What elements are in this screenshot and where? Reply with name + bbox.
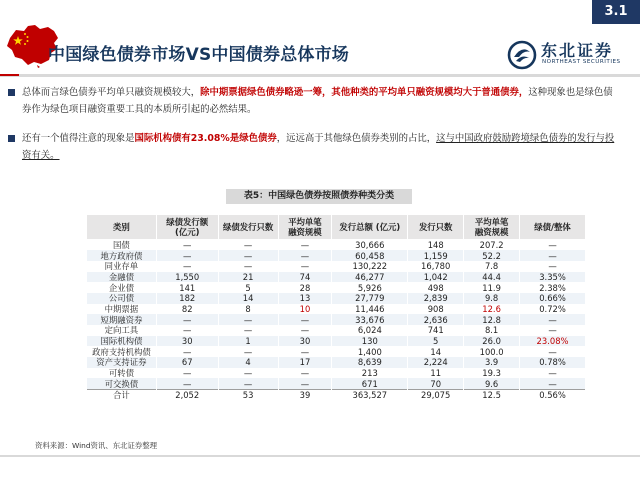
table-cell: 11 [408,368,464,379]
table-cell: 498 [408,282,464,293]
table-cell: 70 [408,378,464,389]
table-cell: 67 [156,357,218,368]
table-cell: 207.2 [464,240,520,251]
table-cell: 2,052 [156,389,218,400]
bottom-divider [0,455,640,457]
table-cell: — [156,378,218,389]
row-category-cell: 可转债 [87,368,157,379]
bullet-paragraph-2 [22,130,622,164]
table-row [87,293,586,304]
table-cell: 30,666 [332,240,408,251]
table-cell: 8,639 [332,357,408,368]
table-cell: — [278,261,332,272]
table-cell: — [218,325,278,336]
table-cell: — [278,314,332,325]
column-header: 类别 [87,215,157,240]
column-header: 发行只数 [408,215,464,240]
table-cell: 908 [408,304,464,315]
company-logo [507,38,635,72]
table-cell: 11.9 [464,282,520,293]
row-category-cell: 政府支持机构债 [87,346,157,357]
table-cell: 29,075 [408,389,464,400]
table-row [87,250,586,261]
table-cell: 28 [278,282,332,293]
column-header: 绿债发行额 (亿元) [156,215,218,240]
table-cell: 1,042 [408,272,464,283]
table-cell: 130 [332,336,408,347]
table-cell: 4 [218,357,278,368]
table-caption: 表5：中国绿色债券按照债券种类分类 [226,189,412,204]
table-row [87,357,586,368]
table-row [87,261,586,272]
table-cell: 671 [332,378,408,389]
row-category-cell: 国际机构债 [87,336,157,347]
table-cell: — [520,240,586,251]
table-cell: 0.72% [520,304,586,315]
table-cell: — [156,368,218,379]
table-cell: — [520,346,586,357]
column-header: 发行总额 (亿元) [332,215,408,240]
table-row [87,304,586,315]
table-cell: 213 [332,368,408,379]
table-cell: 74 [278,272,332,283]
table-cell: 5 [218,282,278,293]
row-category-cell: 资产支持证券 [87,357,157,368]
table-cell: 3.35% [520,272,586,283]
table-cell: 30 [278,336,332,347]
table-row [87,314,586,325]
table-cell: 5,926 [332,282,408,293]
section-number-badge: 3.1 [592,0,640,24]
table-cell: 130,222 [332,261,408,272]
table-row [87,378,586,389]
northeast-securities-logo-icon [507,40,537,70]
column-header: 平均单笔 融资规模 [464,215,520,240]
table-cell: 1,159 [408,250,464,261]
table-cell: 6,024 [332,325,408,336]
table-cell: — [218,378,278,389]
row-category-cell: 地方政府债 [87,250,157,261]
table-cell: 12.6 [464,304,520,315]
row-category-cell: 金融债 [87,272,157,283]
table-cell: 7.8 [464,261,520,272]
table-cell: — [278,346,332,357]
table-cell: 182 [156,293,218,304]
table-cell: 148 [408,240,464,251]
table-cell: — [520,250,586,261]
table-cell: — [156,325,218,336]
row-category-cell: 公司债 [87,293,157,304]
table-cell: 741 [408,325,464,336]
table-cell: 46,277 [332,272,408,283]
table-total-row [87,389,586,400]
bullet-text-segment: 还有一个值得注意的现象是 [22,133,135,144]
table-cell: — [278,325,332,336]
table-row [87,336,586,347]
table-cell: 9.6 [464,378,520,389]
table-cell: 2.38% [520,282,586,293]
table-cell: — [156,261,218,272]
table-cell: — [218,250,278,261]
table-cell: 1 [218,336,278,347]
table-cell: 52.2 [464,250,520,261]
table-cell: 9.8 [464,293,520,304]
table-cell: 39 [278,389,332,400]
table-cell: 19.3 [464,368,520,379]
table-cell: 8 [218,304,278,315]
title-divider [0,74,640,77]
table-cell: — [278,378,332,389]
table-cell: 2,224 [408,357,464,368]
logo-chinese-name: 东北证券 [541,41,614,60]
bullet-text-segment: ，远远高于其他绿色债券类别的占比， [276,133,437,144]
table-cell: 17 [278,357,332,368]
bullet-text-segment: 国际机构债有23.08%是绿色债券 [134,133,277,144]
table-cell: 10 [278,304,332,315]
table-cell: — [520,378,586,389]
row-category-cell: 同业存单 [87,261,157,272]
table-row [87,368,586,379]
table-cell: 8.1 [464,325,520,336]
table-cell: 30 [156,336,218,347]
column-header: 绿债发行只数 [218,215,278,240]
bond-category-table [86,214,586,400]
row-category-cell: 合计 [87,389,157,400]
column-header: 平均单笔 融资规模 [278,215,332,240]
square-bullet-icon [8,89,15,96]
table-cell: 2,839 [408,293,464,304]
table-cell: 27,779 [332,293,408,304]
table-cell: 44.4 [464,272,520,283]
column-header: 绿债/整体 [520,215,586,240]
table-cell: 2,636 [408,314,464,325]
page-title: 中国绿色债券市场VS中国债券总体市场 [48,45,349,65]
row-category-cell: 短期融资券 [87,314,157,325]
table-cell: — [278,240,332,251]
table-cell: — [520,368,586,379]
table-cell: 13 [278,293,332,304]
table-row [87,282,586,293]
table-cell: 26.0 [464,336,520,347]
row-category-cell: 国债 [87,240,157,251]
table-cell: 21 [218,272,278,283]
table-cell: — [156,314,218,325]
table-cell: 14 [218,293,278,304]
table-row [87,272,586,283]
table-cell: 11,446 [332,304,408,315]
table-row [87,325,586,336]
table-cell: 5 [408,336,464,347]
bullet-paragraph-1 [22,84,622,118]
table-header-row [87,215,586,240]
title-bar [0,0,640,70]
source-note: 资料来源：Wind资讯、东北证券整理 [35,441,158,450]
row-category-cell: 可交换债 [87,378,157,389]
bullet-text-segment: 除中期票据绿色债券略逊一筹，其他种类的平均单只融资规模均大于普通债券， [200,87,529,98]
table-cell: 0.78% [520,357,586,368]
table-cell: — [520,314,586,325]
table-cell: 12.5 [464,389,520,400]
table-cell: 363,527 [332,389,408,400]
table-cell: 16,780 [408,261,464,272]
bullet-text-segment: 这与中国政府鼓励跨境绿色债券的发行与投资有关。 [22,133,615,161]
table-cell: — [520,261,586,272]
table-cell: 141 [156,282,218,293]
table-cell: — [520,325,586,336]
row-category-cell: 企业债 [87,282,157,293]
table-cell: — [156,240,218,251]
table-cell: — [218,261,278,272]
row-category-cell: 中期票据 [87,304,157,315]
table-cell: 53 [218,389,278,400]
table-cell: — [218,346,278,357]
bullet-text-segment: 这种现象也是绿色债券作为绿色项目融资重要工具的本质所引起的必然结果。 [22,87,613,115]
table-cell: 12.8 [464,314,520,325]
table-cell: 14 [408,346,464,357]
logo-english-name: NORTHEAST SECURITIES [542,59,621,65]
table-cell: 0.66% [520,293,586,304]
table-cell: 1,550 [156,272,218,283]
table-cell: 3.9 [464,357,520,368]
table-cell: 1,400 [332,346,408,357]
table-cell: — [278,250,332,261]
table-cell: 23.08% [520,336,586,347]
row-category-cell: 定向工具 [87,325,157,336]
table-row [87,240,586,251]
table-cell: — [218,314,278,325]
table-row [87,346,586,357]
table-cell: — [156,346,218,357]
table-cell: 60,458 [332,250,408,261]
table-cell: 100.0 [464,346,520,357]
table-cell: — [156,250,218,261]
table-cell: — [218,240,278,251]
table-cell: 33,676 [332,314,408,325]
table-cell: — [278,368,332,379]
square-bullet-icon [8,135,15,142]
bullet-text-segment: 总体而言绿色债券平均单只融资规模较大， [22,87,201,98]
table-cell: — [218,368,278,379]
table-cell: 82 [156,304,218,315]
table-cell: 0.56% [520,389,586,400]
